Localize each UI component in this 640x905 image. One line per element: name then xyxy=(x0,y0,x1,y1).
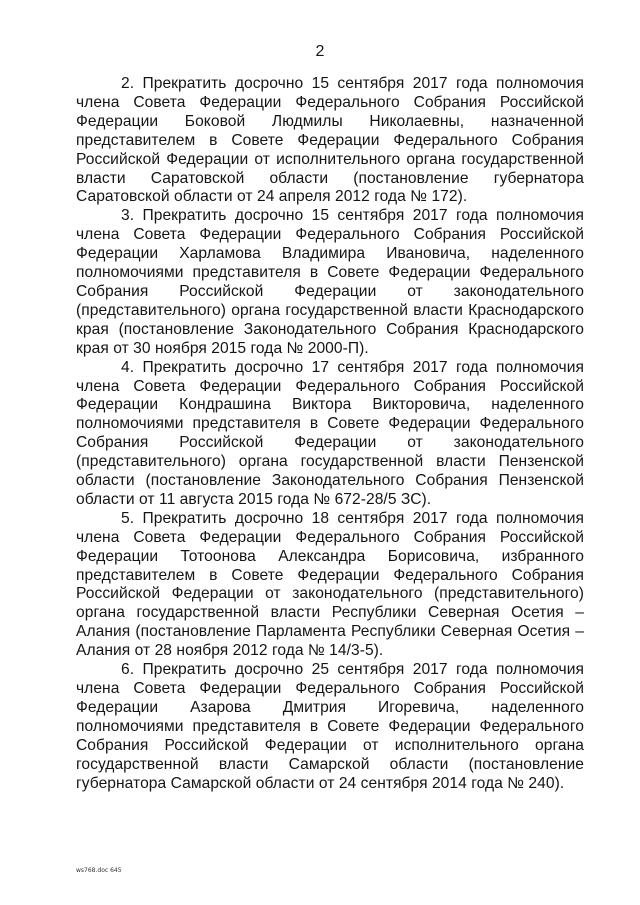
page-number: 2 xyxy=(315,43,325,60)
document-footer-code: ws768.doc 645 xyxy=(76,867,122,874)
document-body xyxy=(76,75,584,793)
paragraph-item-2: 2. Прекратить досрочно 15 сентября 2017 года полномочия члена Совета Федерации Федерального Собрания Российской Федерации Боковой Людмилы Николаевны, назначенной представителем в Совете Федерации Федерального Собрания Российской Федерации от исполнительного органа государственной власти Саратовской области (постановление губернатора Саратовской области от 24 апреля 2012 года № 172). xyxy=(76,75,584,206)
paragraph-item-3: 3. Прекратить досрочно 15 сентября 2017 года полномочия члена Совета Федерации Федерального Собрания Российской Федерации Харламова Владимира Ивановича, наделенного полномочиями представителя в Совете Федерации Федерального Собрания Российской Федерации от законодательного (представительного) органа государственной власти Краснодарского края (постановление Законодательного Собрания Краснодарского края от 30 ноября 2015 года № 2000-П). xyxy=(76,207,584,357)
paragraph-item-4: 4. Прекратить досрочно 17 сентября 2017 года полномочия члена Совета Федерации Федерального Собрания Российской Федерации Кондрашина Виктора Викторовича, наделенного полномочиями представителя в Совете Федерации Федерального Собрания Российской Федерации от законодательного (представительного) органа государственной власти Пензенской области (постановление Законодательного Собрания Пензенской области от 11 августа 2015 года № 672-28/5 ЗС). xyxy=(76,358,584,508)
paragraph-item-6: 6. Прекратить досрочно 25 сентября 2017 года полномочия члена Совета Федерации Федерального Собрания Российской Федерации Азарова Дмитрия Игоревича, наделенного полномочиями представителя в Совете Федерации Федерального Собрания Российской Федерации от исполнительного органа государственной власти Самарской области (постановление губернатора Самарской области от 24 сентября 2014 года № 240). xyxy=(76,661,584,792)
paragraph-item-5: 5. Прекратить досрочно 18 сентября 2017 года полномочия члена Совета Федерации Федерального Собрания Российской Федерации Тотоонова Александра Борисовича, избранного представителем в Совете Федерации Федерального Собрания Российской Федерации от законодательного (представительного) органа государственной власти Республики Северная Осетия – Алания (постановление Парламента Республики Северная Осетия – Алания от 28 ноября 2012 года № 14/3-5). xyxy=(76,509,584,660)
